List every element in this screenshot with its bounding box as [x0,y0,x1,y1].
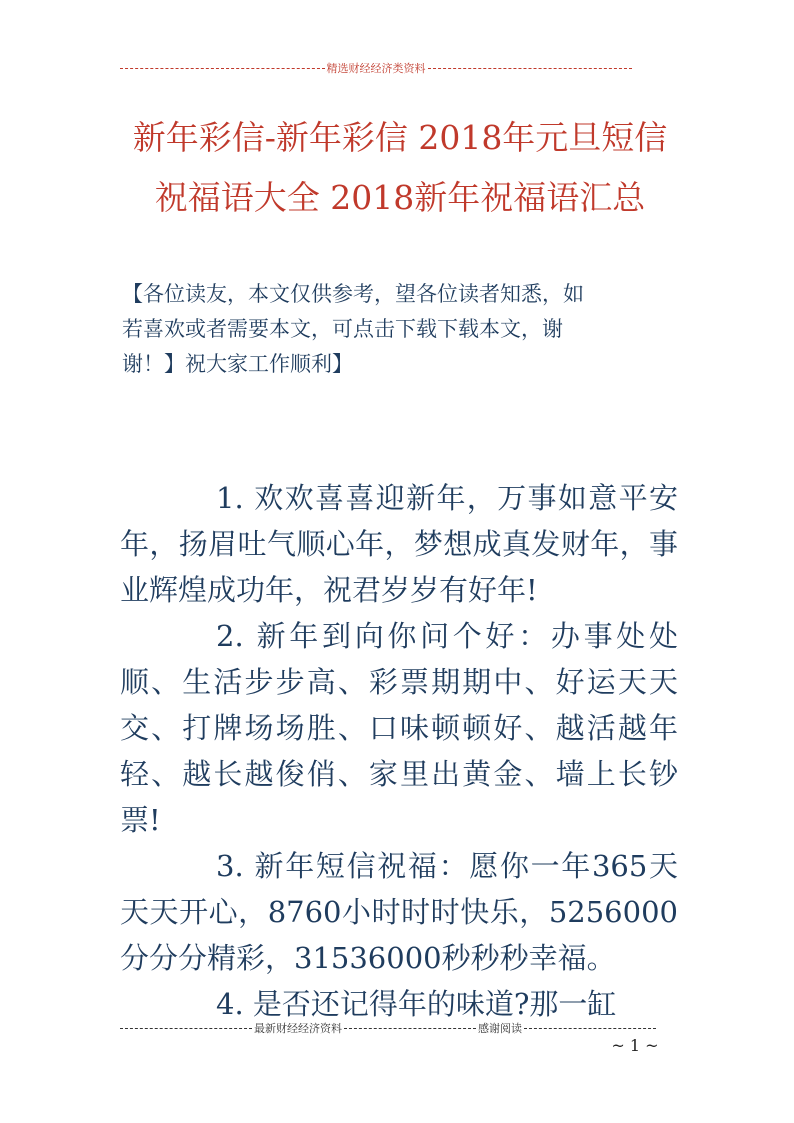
paragraph-3: 3. 新年短信祝福：愿你一年365天天天开心，8760小时时时快乐，5256000分分分精彩，31536000秒秒秒幸福。 [120,849,678,975]
title-line-1: 新年彩信-新年彩信 2018年元旦短信 [132,118,668,157]
page-header [120,58,632,78]
reader-notice: 【各位读友，本文仅供参考，望各位读者知悉，如若喜欢或者需要本文，可点击下载下载本文，谢谢！】祝大家工作顺利】 [122,282,584,376]
paragraph-4: 4. 是否还记得年的味道?那一缸 [216,987,617,1021]
page-footer [120,1018,656,1038]
page-number: ~ 1 ~ [611,1036,659,1055]
title-line-2: 祝福语大全 2018新年祝福语汇总 [154,178,646,217]
header-label: 精选财经经济类资料 [326,62,426,75]
footer-dashed-rule-right [524,1028,656,1029]
header-dashed-rule-right [428,68,633,69]
footer-dashed-rule-left [120,1028,252,1029]
article-body [120,475,678,1027]
paragraph-1: 1. 欢欢喜喜迎新年，万事如意平安年，扬眉吐气顺心年，梦想成真发财年，事业辉煌成功年，祝君岁岁有好年! [120,481,678,607]
footer-right-label: 感谢阅读 [478,1022,522,1035]
footer-left-label: 最新财经经济资料 [254,1022,342,1035]
paragraph-2: 2. 新年到向你问个好：办事处处顺、生活步步高、彩票期期中、好运天天交、打牌场场胜、口味顿顿好、越活越年轻、越长越俊俏、家里出黄金、墙上长钞票! [120,619,678,837]
header-dashed-rule-left [120,68,325,69]
footer-dashed-rule-middle [344,1028,476,1029]
document-title [100,108,700,228]
